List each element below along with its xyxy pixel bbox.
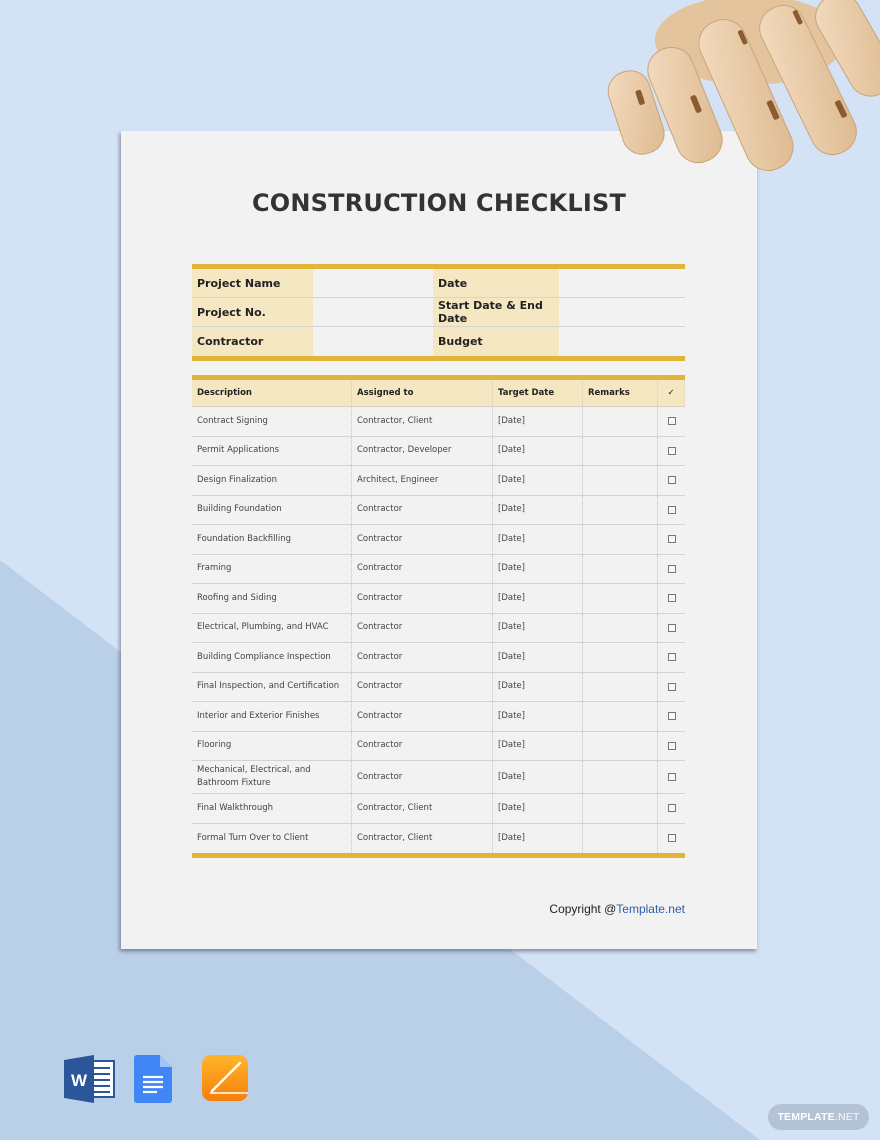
checklist-table — [192, 375, 685, 858]
info-value-field[interactable] — [313, 327, 433, 356]
description-cell: Final Walkthrough — [192, 794, 352, 823]
remarks-cell[interactable] — [583, 584, 658, 613]
table-row — [192, 437, 685, 467]
check-cell — [658, 824, 685, 854]
table-row — [192, 466, 685, 496]
target-date-cell: [Date] — [493, 794, 583, 823]
table-row — [192, 525, 685, 555]
remarks-cell[interactable] — [583, 555, 658, 584]
assigned-to-cell: Contractor, Developer — [352, 437, 493, 466]
checklist-document — [121, 131, 757, 949]
target-date-cell: [Date] — [493, 525, 583, 554]
checkbox[interactable] — [668, 535, 676, 543]
target-date-cell: [Date] — [493, 732, 583, 761]
template-link[interactable]: Template.net — [616, 902, 685, 916]
info-label: Date — [433, 269, 559, 297]
checkbox[interactable] — [668, 565, 676, 573]
checkbox[interactable] — [668, 447, 676, 455]
check-cell — [658, 525, 685, 554]
table-row — [192, 407, 685, 437]
description-cell: Permit Applications — [192, 437, 352, 466]
description-cell: Contract Signing — [192, 407, 352, 436]
description-cell: Formal Turn Over to Client — [192, 824, 352, 854]
google-docs-icon[interactable] — [134, 1055, 172, 1103]
assigned-to-cell: Contractor — [352, 673, 493, 702]
table-row — [192, 794, 685, 824]
assigned-to-cell: Architect, Engineer — [352, 466, 493, 495]
info-value-field[interactable] — [559, 269, 685, 297]
info-label: Contractor — [192, 327, 313, 356]
checkbox[interactable] — [668, 683, 676, 691]
checkbox[interactable] — [668, 476, 676, 484]
description-cell: Interior and Exterior Finishes — [192, 702, 352, 731]
table-row — [192, 732, 685, 762]
template-net-watermark — [768, 1104, 869, 1130]
remarks-cell[interactable] — [583, 794, 658, 823]
checkbox[interactable] — [668, 804, 676, 812]
check-cell — [658, 584, 685, 613]
remarks-cell[interactable] — [583, 732, 658, 761]
table-row — [192, 673, 685, 703]
description-cell: Mechanical, Electrical, and Bathroom Fixture — [192, 761, 352, 793]
description-cell: Electrical, Plumbing, and HVAC — [192, 614, 352, 643]
info-value-field[interactable] — [559, 298, 685, 326]
table-row — [192, 555, 685, 585]
assigned-to-cell: Contractor — [352, 496, 493, 525]
target-date-cell: [Date] — [493, 437, 583, 466]
assigned-to-cell: Contractor, Client — [352, 794, 493, 823]
target-date-cell: [Date] — [493, 673, 583, 702]
check-cell — [658, 614, 685, 643]
info-label: Start Date & End Date — [433, 298, 559, 326]
info-label: Project Name — [192, 269, 313, 297]
remarks-cell[interactable] — [583, 496, 658, 525]
assigned-to-cell: Contractor — [352, 702, 493, 731]
column-header-check: ✓ — [658, 380, 685, 406]
assigned-to-cell: Contractor — [352, 584, 493, 613]
remarks-cell[interactable] — [583, 525, 658, 554]
watermark-thin: .NET — [834, 1111, 860, 1123]
target-date-cell: [Date] — [493, 466, 583, 495]
info-value-field[interactable] — [313, 269, 433, 297]
target-date-cell: [Date] — [493, 555, 583, 584]
assigned-to-cell: Contractor — [352, 761, 493, 793]
checkbox[interactable] — [668, 624, 676, 632]
column-header-target-date: Target Date — [493, 380, 583, 406]
table-header-row — [192, 380, 685, 407]
target-date-cell: [Date] — [493, 614, 583, 643]
remarks-cell[interactable] — [583, 614, 658, 643]
info-value-field[interactable] — [559, 327, 685, 356]
target-date-cell: [Date] — [493, 824, 583, 854]
word-icon[interactable] — [64, 1055, 116, 1103]
remarks-cell[interactable] — [583, 437, 658, 466]
checkbox[interactable] — [668, 506, 676, 514]
check-cell — [658, 496, 685, 525]
check-cell — [658, 643, 685, 672]
table-row — [192, 584, 685, 614]
checkbox[interactable] — [668, 742, 676, 750]
target-date-cell: [Date] — [493, 584, 583, 613]
wooden-hand-image — [600, 0, 880, 190]
info-row — [192, 298, 685, 327]
assigned-to-cell: Contractor — [352, 732, 493, 761]
description-cell: Final Inspection, and Certification — [192, 673, 352, 702]
target-date-cell: [Date] — [493, 407, 583, 436]
checkbox[interactable] — [668, 834, 676, 842]
check-cell — [658, 761, 685, 793]
checkbox[interactable] — [668, 653, 676, 661]
assigned-to-cell: Contractor, Client — [352, 407, 493, 436]
info-row — [192, 327, 685, 356]
description-cell: Flooring — [192, 732, 352, 761]
target-date-cell: [Date] — [493, 496, 583, 525]
column-header-assigned-to: Assigned to — [352, 380, 493, 406]
description-cell: Foundation Backfilling — [192, 525, 352, 554]
project-info-table — [192, 264, 685, 361]
watermark-bold: TEMPLATE — [777, 1111, 835, 1123]
check-cell — [658, 466, 685, 495]
remarks-cell[interactable] — [583, 643, 658, 672]
checkbox[interactable] — [668, 594, 676, 602]
remarks-cell[interactable] — [583, 407, 658, 436]
check-cell — [658, 407, 685, 436]
assigned-to-cell: Contractor — [352, 614, 493, 643]
svg-text:W: W — [70, 1071, 88, 1090]
check-cell — [658, 794, 685, 823]
pages-icon[interactable] — [202, 1055, 248, 1101]
table-row — [192, 702, 685, 732]
target-date-cell: [Date] — [493, 702, 583, 731]
target-date-cell: [Date] — [493, 761, 583, 793]
column-header-description: Description — [192, 380, 352, 406]
table-row — [192, 824, 685, 854]
info-label: Project No. — [192, 298, 313, 326]
info-value-field[interactable] — [313, 298, 433, 326]
checkbox[interactable] — [668, 773, 676, 781]
copyright-notice — [549, 902, 685, 916]
target-date-cell: [Date] — [493, 643, 583, 672]
assigned-to-cell: Contractor — [352, 555, 493, 584]
check-cell — [658, 555, 685, 584]
check-cell — [658, 732, 685, 761]
description-cell: Building Compliance Inspection — [192, 643, 352, 672]
table-row — [192, 496, 685, 526]
info-label: Budget — [433, 327, 559, 356]
remarks-cell[interactable] — [583, 702, 658, 731]
assigned-to-cell: Contractor, Client — [352, 824, 493, 854]
remarks-cell[interactable] — [583, 466, 658, 495]
checkbox[interactable] — [668, 712, 676, 720]
checkbox[interactable] — [668, 417, 676, 425]
column-header-remarks: Remarks — [583, 380, 658, 406]
description-cell: Design Finalization — [192, 466, 352, 495]
description-cell: Framing — [192, 555, 352, 584]
check-cell — [658, 702, 685, 731]
description-cell: Building Foundation — [192, 496, 352, 525]
copyright-prefix: Copyright @ — [549, 902, 617, 916]
table-row — [192, 643, 685, 673]
table-row — [192, 614, 685, 644]
description-cell: Roofing and Siding — [192, 584, 352, 613]
remarks-cell[interactable] — [583, 824, 658, 854]
remarks-cell[interactable] — [583, 673, 658, 702]
check-cell — [658, 673, 685, 702]
document-title: CONSTRUCTION CHECKLIST — [251, 189, 627, 217]
check-cell — [658, 437, 685, 466]
assigned-to-cell: Contractor — [352, 525, 493, 554]
info-row — [192, 269, 685, 298]
remarks-cell[interactable] — [583, 761, 658, 793]
table-row — [192, 761, 685, 794]
assigned-to-cell: Contractor — [352, 643, 493, 672]
